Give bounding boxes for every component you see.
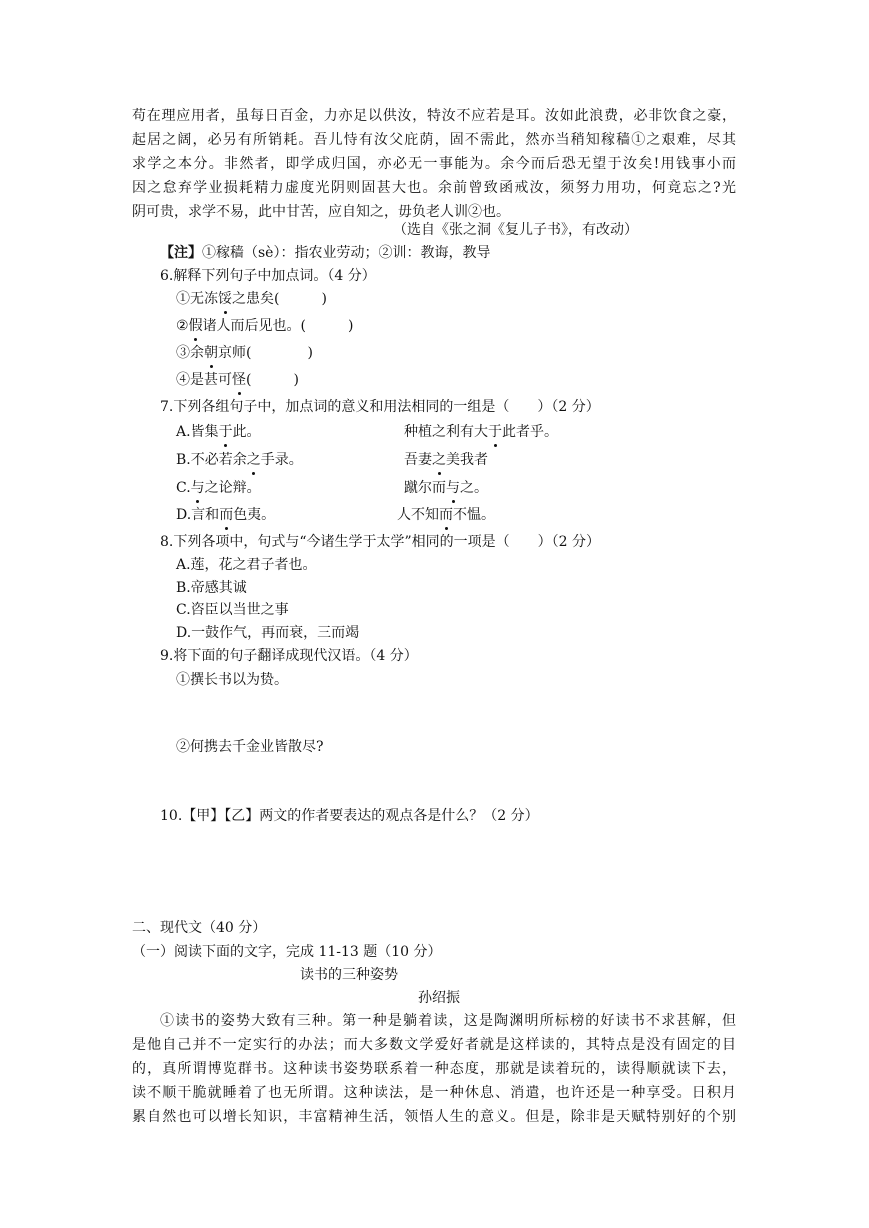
q6-item: ④是甚可怪( ) [176,372,299,388]
question-7-stem: 7.下列各组句子中，加点词的意义和用法相同的一组是（ ）（2 分） [160,399,600,415]
dotted-word: 朝 [204,345,218,361]
note-text: ①稼穑（sè）：指农业劳动；②训：教诲，教导 [202,245,491,261]
q7-option-b: B.不必若余之手录。 [176,452,303,468]
section-subheading: （一）阅读下面的文字，完成 11-13 题（10 分） [132,944,442,960]
dotted-word: 假 [188,318,203,334]
article-line: 累自然也可以增长知识，丰富精神生活，领悟人生的意义。但是，除非是天赋特别好的个别 [132,1109,736,1125]
passage-line: 求学之本分。非然者，即学成归国，亦必无一事能为。余今而后恐无望于汝矣!用钱事小而 [132,156,736,172]
q7-option-b-pair: 吾妻之美我者 [404,452,488,468]
q8-option: A.莲，花之君子者也。 [176,557,317,573]
article-line: ①读书的姿势大致有三种。第一种是躺着读，这是陶渊明所标榜的好读书不求甚解，但 [160,1013,736,1029]
question-6-stem: 6.解释下列句子中加点词。（4 分） [160,268,376,284]
article-line: 读不顺干脆就睡着了也无所谓。这种读法，是一种休息、消遣，也许还是一种享受。日积月 [132,1085,736,1101]
q9-item: ②何携去千金业皆散尽? [176,739,324,755]
passage-line: 起居之阔，必另有所销耗。吾儿恃有汝父庇荫，固不需此，然亦当稍知稼穑①之艰难，尽其 [132,132,736,148]
dotted-word: 于 [218,424,233,440]
dotted-word: 怪 [232,372,246,388]
dotted-word: 馁 [218,291,232,307]
q6-item: ①无冻馁之患矣( ) [176,291,327,307]
q7-option-d-pair: 人不知而不愠。 [397,507,495,523]
dotted-word: 之 [246,452,261,468]
q8-option: C.咨臣以当世之事 [176,602,289,618]
dotted-word: 与 [190,480,205,496]
dotted-word: 而 [439,507,453,523]
question-9-stem: 9.将下面的句子翻译成现代汉语。（4 分） [160,648,418,664]
note-label: 【注】 [160,245,202,261]
article-line: 的，真所谓博览群书。这种读书姿势联系着一种态度，那就是读着玩的，读得顺就读下去， [132,1061,736,1077]
q7-option-d: D.言和而色夷。 [176,507,276,523]
article-line: 是他自己并不一定实行的办法；而大多数文学爱好者就是这样读的，其特点是没有固定的目 [132,1037,736,1053]
section-heading: 二、现代文（40 分） [132,920,267,936]
passage-line: 因之怠弃学业损耗精力虚度光阴则固甚大也。余前曾致函戒汝，须努力用功，何竟忘之?光 [132,180,736,196]
q9-item: ①撰长书以为贽。 [176,672,288,688]
annotation-note [160,243,490,263]
question-10-stem: 10.【甲】【乙】两文的作者要表达的观点各是什么？（2 分） [160,808,539,824]
passage-source: （选自《张之洞《复儿子书》，有改动） [393,222,638,238]
article-title: 读书的三种姿势 [300,967,398,983]
dotted-word: 而 [219,507,234,523]
passage-line: 苟在理应用者，虽每日百金，力亦足以供汝，特汝不应若是耳。汝如此浪费，必非饮食之豪， [132,108,736,124]
question-8-stem: 8.下列各项中，句式与“今诸生学于太学”相同的一项是（ ）（2 分） [160,534,601,550]
dotted-word: 之 [432,452,446,468]
q6-item: ②假诸人而后见也。( ) [176,318,354,334]
q7-option-a: A.皆集于此。 [176,424,261,440]
passage-line: 阴可贵，求学不易，此中甘苦，应自知之，毋负老人训②也。 [132,204,510,220]
q7-option-c-pair: 蹴尔而与之。 [404,480,488,496]
q6-item: ③余朝京师( ) [176,345,313,361]
q7-option-a-pair: 种植之利有大于此者乎。 [404,424,558,440]
dotted-word: 与 [446,480,460,496]
dotted-word: 于 [488,424,502,440]
q8-option: B.帝感其诚 [176,580,247,596]
q8-option: D.一鼓作气，再而衰，三而竭 [176,625,360,641]
article-author: 孙绍振 [418,990,460,1006]
q7-option-c: C.与之论辩。 [176,480,261,496]
